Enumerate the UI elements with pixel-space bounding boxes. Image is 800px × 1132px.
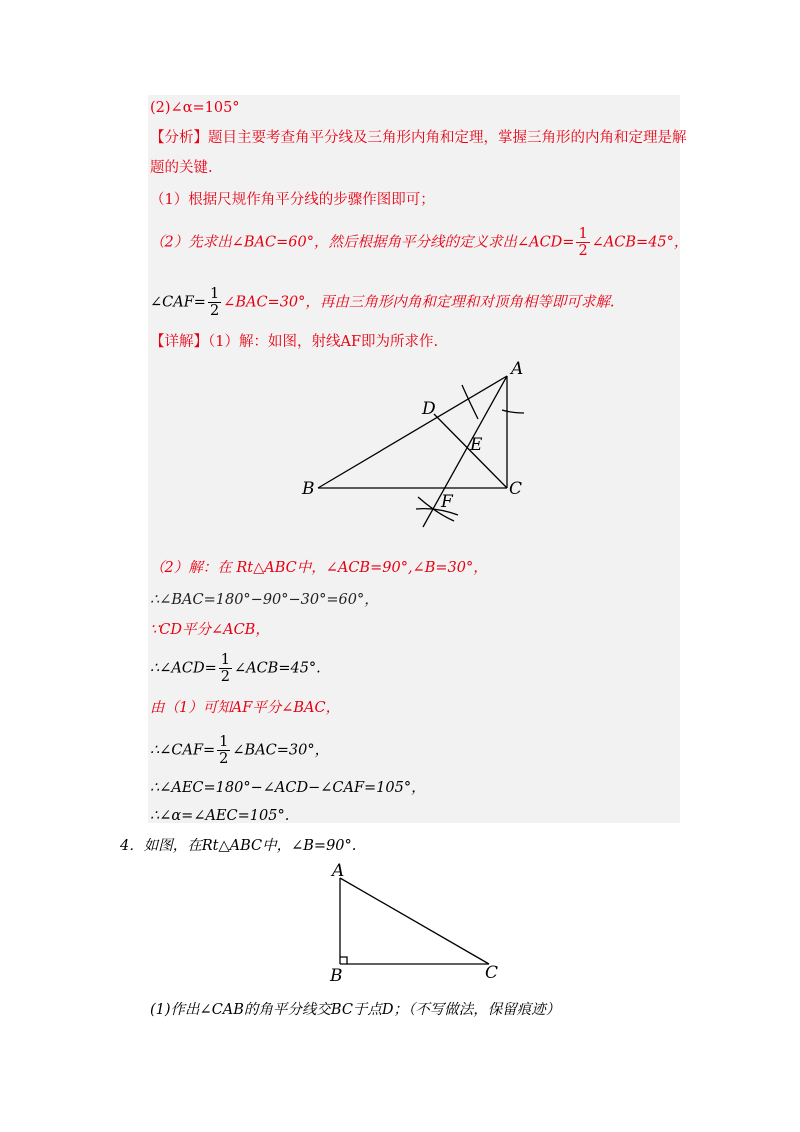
detail-tag: 【详解】 — [150, 334, 208, 350]
proof4-text-b: ∠ACB=45°. — [233, 660, 321, 677]
analysis-step-1: （1）根据尺规作角平分线的步骤作图即可； — [150, 192, 435, 208]
proof-line-7: ∴∠AEC=180°−∠ACD−∠CAF=105°， — [150, 780, 426, 796]
proof-line-6 — [150, 734, 329, 767]
label-a: A — [332, 861, 345, 881]
frac-den: 2 — [220, 669, 230, 685]
detail-text: （1）解：如图，射线AF即为所求作. — [208, 334, 439, 350]
problem-4-stem: 4．如图，在Rt△ABC中，∠B=90°. — [120, 838, 357, 854]
analysis-step-2 — [150, 226, 688, 259]
segment-ab — [318, 376, 507, 488]
proof-line-1: （2）解：在 Rt△ABC中，∠ACB=90°,∠B=30°， — [150, 560, 488, 576]
figure-angle-bisector — [290, 355, 540, 535]
right-angle-mark — [340, 957, 347, 964]
answer-2: (2)∠α=105° — [150, 100, 240, 116]
proof-line-3: ∵CD平分∠ACB， — [150, 622, 270, 638]
analysis-text-1: 题目主要考查角平分线及三角形内角和定理，掌握三角形的内角和定理是解 — [208, 130, 687, 146]
analysis-step-2-cont — [150, 286, 615, 319]
analysis-line-2: 题的关键. — [150, 160, 213, 176]
step2c-text-a: ∠CAF= — [150, 294, 206, 311]
proof4-text-a: ∴∠ACD= — [150, 660, 217, 677]
proof-line-8: ∴∠α=∠AEC=105°. — [150, 808, 290, 824]
step2-text-b: ∠ACB=45°， — [591, 234, 689, 251]
arc-on-ac — [502, 410, 524, 413]
label-a: A — [511, 359, 524, 379]
frac-den: 2 — [219, 751, 229, 767]
fraction-half — [217, 734, 230, 767]
proof-line-5: 由（1）可知AF平分∠BAC， — [150, 700, 341, 716]
step2-text-a: （2）先求出∠BAC=60°，然后根据角平分线的定义求出∠ACD= — [150, 234, 575, 251]
fraction-half — [208, 286, 221, 319]
frac-num: 1 — [209, 286, 220, 302]
analysis-line-1 — [150, 128, 687, 148]
label-b: B — [330, 966, 343, 986]
label-c: C — [485, 963, 499, 983]
label-b: B — [302, 479, 315, 499]
label-d: D — [422, 399, 436, 419]
label-f: F — [441, 492, 453, 512]
label-e: E — [470, 435, 483, 455]
figure-right-triangle — [322, 860, 522, 990]
analysis-tag: 【分析】 — [150, 130, 208, 146]
frac-den: 2 — [209, 303, 220, 319]
proof6-text-a: ∴∠CAF= — [150, 742, 216, 759]
proof6-text-b: ∠BAC=30°， — [232, 742, 330, 759]
proof-line-4 — [150, 652, 321, 685]
segment-ac — [340, 878, 489, 964]
detail-line — [150, 332, 438, 352]
frac-num: 1 — [219, 734, 229, 750]
frac-den: 2 — [578, 243, 588, 259]
proof-line-2: ∴∠BAC=180°−90°−30°=60°， — [150, 592, 379, 608]
fraction-half — [219, 652, 232, 685]
problem-4-question-1: (1)作出∠CAB的角平分线交BC于点D；（不写做法，保留痕迹） — [150, 1002, 561, 1018]
frac-num: 1 — [578, 226, 588, 242]
fraction-half — [576, 226, 589, 259]
label-c: C — [509, 479, 523, 499]
step2c-text-b: ∠BAC=30°，再由三角形内角和定理和对顶角相等即可求解. — [223, 294, 615, 311]
frac-num: 1 — [220, 652, 230, 668]
